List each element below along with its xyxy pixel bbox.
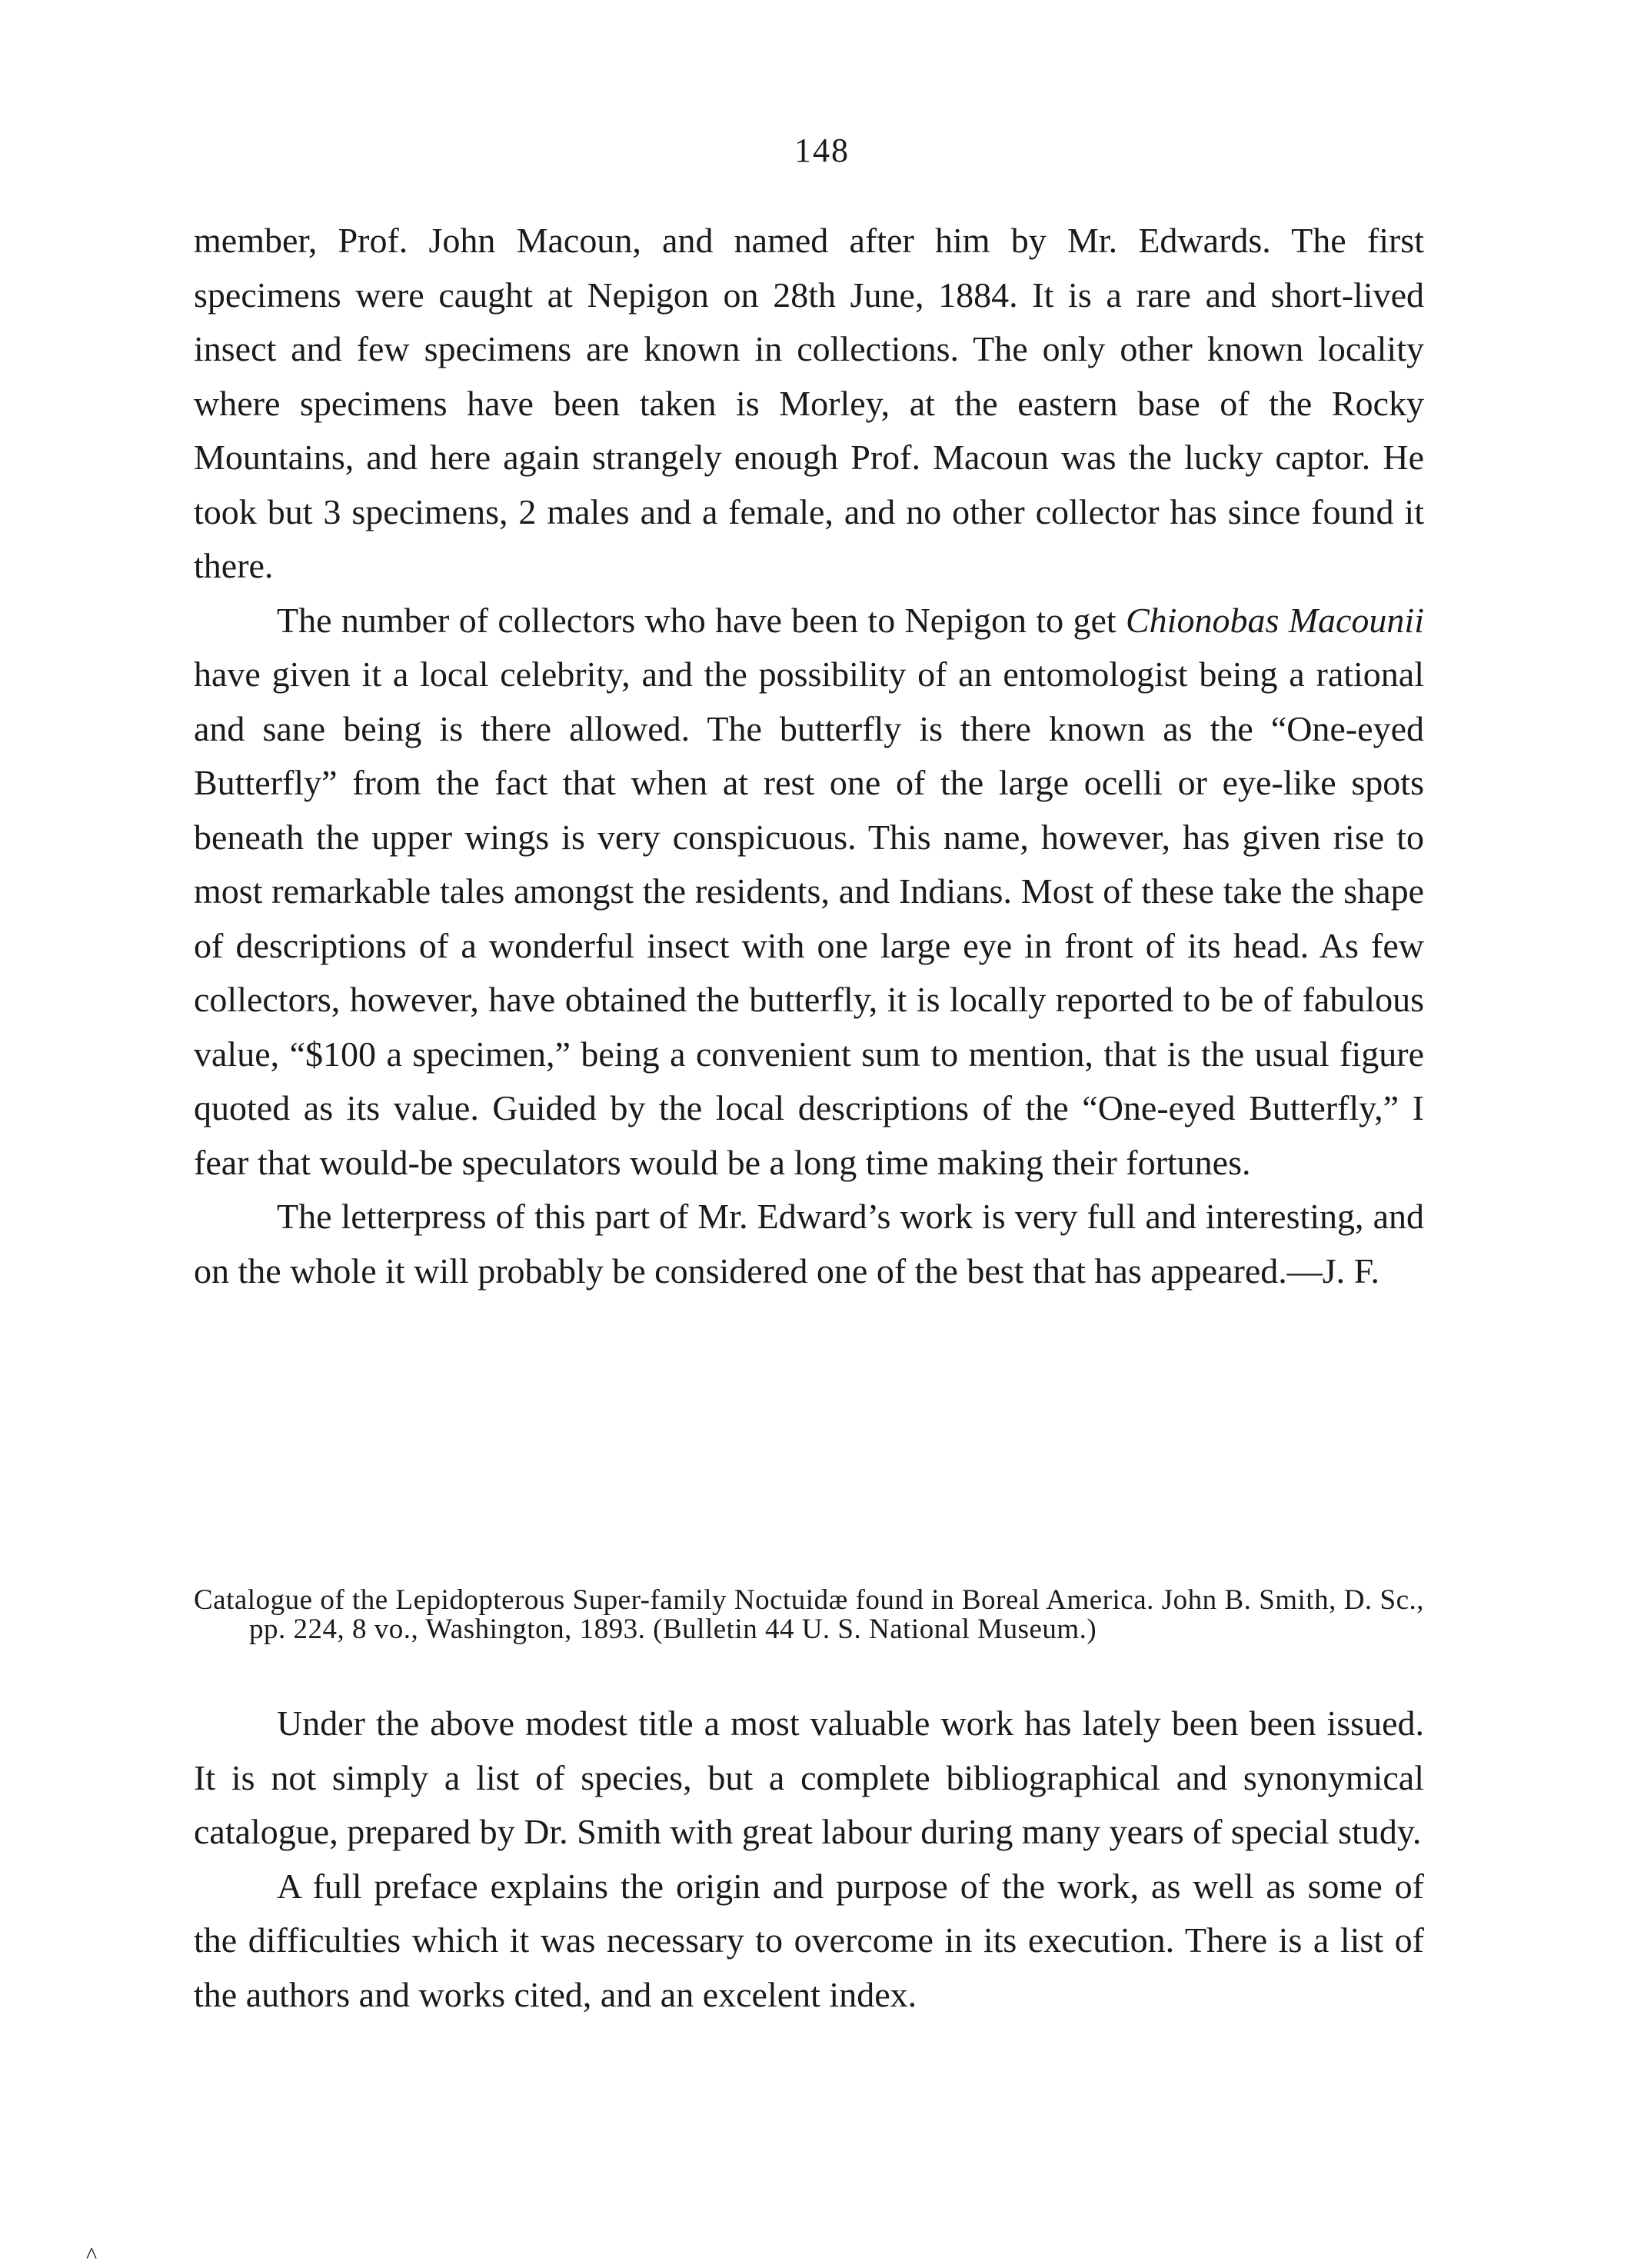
text-block-lower: [194, 1697, 1424, 2022]
paragraph-1: member, Prof. John Macoun, and named after him by Mr. Edwards. The first specimens were caught at Nepigon on 28th June, 1884. It is a rare and short-lived insect and few specimens are known in collections. The only other known locality where specimens have been taken is Morley, at the eastern base of the Rocky Mountains, and here again strangely enough Prof. Macoun was the lucky captor. He took but 3 specimens, 2 males and a female, and no other collector has since found it there.: [194, 221, 1424, 585]
paragraph-5: A full preface explains the origin and purpose of the work, as well as some of the difficulties which it was necessary to overcome in its execution. There is a list of the authors and works cited, and an excelent index.: [194, 1866, 1424, 2014]
paragraph-3: The letterpress of this part of Mr. Edward’s work is very full and interesting, and on the whole it will probably be considered one of the best that has appeared.—J. F.: [194, 1197, 1424, 1291]
paragraph-2: [194, 594, 1424, 1191]
paragraph-4: Under the above modest title a most valuable work has lately been been issued. It is not simply a list of species, but a complete bibliographical and synonymical catalogue, prepared by Dr. Smith with great labour during many years of special study.: [194, 1703, 1424, 1851]
paragraph-2-rest: have given it a local celebrity, and the possibility of an entomologist being a rational and sane being is there allowed. The butterfly is there known as the “One-eyed Butterfly” from the fact that when at rest one of the large ocelli or eye-like spots beneath the upper wings is very conspicuous. This name, however, has given rise to most remarkable tales amongst the residents, and Indians. Most of these take the shape of descriptions of a wonderful insect with one large eye in front of its head. As few collectors, however, have obtained the butterfly, it is locally reported to be of fabulous value, “$100 a specimen,” being a convenient sum to mention, that is the usual figure quoted as its value. Guided by the local descriptions of the “One-eyed Butterfly,” I fear that would-be speculators would be a long time making their fortunes.: [194, 654, 1424, 1182]
citation-block: [194, 1586, 1424, 1644]
catalogue-citation: Catalogue of the Lepidopterous Super-family Noctuidæ found in Boreal America. John B. Smith, D. Sc., pp. 224, 8 vo., Washington, 1893. (Bulletin 44 U. S. National Museum.): [194, 1584, 1424, 1645]
text-block-upper: [194, 214, 1424, 1298]
margin-mark: ^: [86, 2243, 98, 2268]
paragraph-2-lead: The number of collectors who have been to Nepigon to get: [277, 600, 1126, 640]
page-number: 148: [794, 132, 850, 169]
species-name: Chionobas Macounii: [1125, 600, 1424, 640]
